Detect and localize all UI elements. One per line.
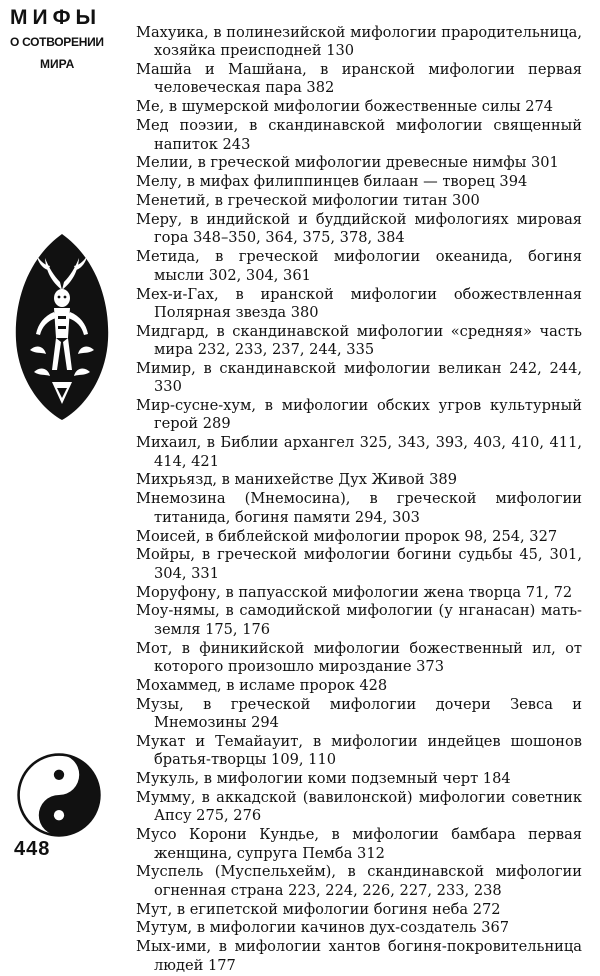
index-entry: Муспель (Муспельхейм), в скандинавской мифологии огненная страна 223, 224, 226, 227, 233, 238 — [136, 863, 582, 899]
index-entry: Моу-нямы, в самодийской мифологии (у нганасан) мать-земля 175, 176 — [136, 602, 582, 638]
index-entry: Мелии, в греческой мифологии древесные нимфы 301 — [136, 154, 559, 172]
index-entry: Мнемозина (Мнемосина), в греческой мифологии титанида, богиня памяти 294, 303 — [136, 490, 582, 526]
index-entry: Мойры, в греческой мифологии богини судьбы 45, 301, 304, 331 — [136, 546, 582, 582]
index-entry: Махуика, в полинезийской мифологии прародительница, хозяйка преисподней 130 — [136, 24, 582, 60]
index-entry: Моруфону, в папуасской мифологии жена творца 71, 72 — [136, 583, 573, 601]
index-entry: Мых-ими, в мифологии хантов богиня-покровительница людей 177 — [136, 938, 582, 974]
index-entry-list — [136, 24, 582, 976]
index-entry: Мумму, в аккадской (вавилонской) мифологии советник Апсу 275, 276 — [136, 789, 582, 825]
series-subtitle-2: МИРА — [40, 57, 75, 71]
index-entry: Моисей, в библейской мифологии пророк 98, 254, 327 — [136, 527, 558, 545]
index-entry: Мидгард, в скандинавской мифологии «средняя» часть мира 232, 233, 237, 244, 335 — [136, 322, 582, 358]
index-entry: Менетий, в греческой мифологии титан 300 — [136, 192, 480, 210]
index-entry: Ме, в шумерской мифологии божественные силы 274 — [136, 98, 554, 116]
index-entry: Мукат и Темайауит, в мифологии индейцев шошонов братья-творцы 109, 110 — [136, 732, 582, 769]
index-entry: Мусо Корони Кундье, в мифологии бамбара первая женщина, супруга Пемба 312 — [136, 826, 582, 862]
sidebar — [0, 0, 122, 872]
index-entry: Мот, в финикийской мифологии божественный ил, от которого произошло мироздание 373 — [136, 639, 582, 675]
index-entry: Мелу, в мифах филиппинцев билаан — творец 394 — [136, 173, 528, 191]
series-subtitle: О СОТВОРЕНИИ — [10, 35, 104, 49]
series-title-main: МИФЫ — [10, 6, 102, 29]
index-entry: Мохаммед, в исламе пророк 428 — [136, 676, 388, 694]
index-entry: Михрьязд, в манихействе Дух Живой 389 — [136, 471, 457, 489]
index-entry: Мех-и-Гах, в иранской мифологии обожествленная Полярная звезда 380 — [136, 285, 582, 321]
index-entry: Мимир, в скандинавской мифологии великан 242, 244, 330 — [136, 359, 582, 396]
index-entry: Мед поэзии, в скандинавской мифологии священный напиток 243 — [136, 117, 582, 153]
page-number: 448 — [14, 838, 51, 860]
shaman-figure-icon — [12, 232, 112, 422]
series-title — [10, 6, 120, 72]
index-entry: Мир-сусне-хум, в мифологии обских угров культурный герой 289 — [136, 397, 582, 433]
index-entry: Мукуль, в мифологии коми подземный черт 184 — [136, 770, 511, 788]
index-entry: Музы, в греческой мифологии дочери Зевса и Мнемозины 294 — [136, 695, 582, 732]
index-entry: Метида, в греческой мифологии океанида, богиня мысли 302, 304, 361 — [136, 248, 582, 284]
index-entry: Меру, в индийской и буддийской мифологиях мировая гора 348–350, 364, 375, 378, 384 — [136, 211, 582, 247]
index-entry: Мут, в египетской мифологии богиня неба 272 — [136, 900, 501, 918]
index-entry: Михаил, в Библии архангел 325, 343, 393, 403, 410, 411, 414, 421 — [136, 434, 582, 470]
index-entry: Машйа и Машйана, в иранской мифологии первая человеческая пара 382 — [136, 61, 582, 97]
index-entry: Мутум, в мифологии качинов дух-создатель 367 — [136, 919, 510, 937]
yin-yang-icon — [16, 752, 102, 838]
